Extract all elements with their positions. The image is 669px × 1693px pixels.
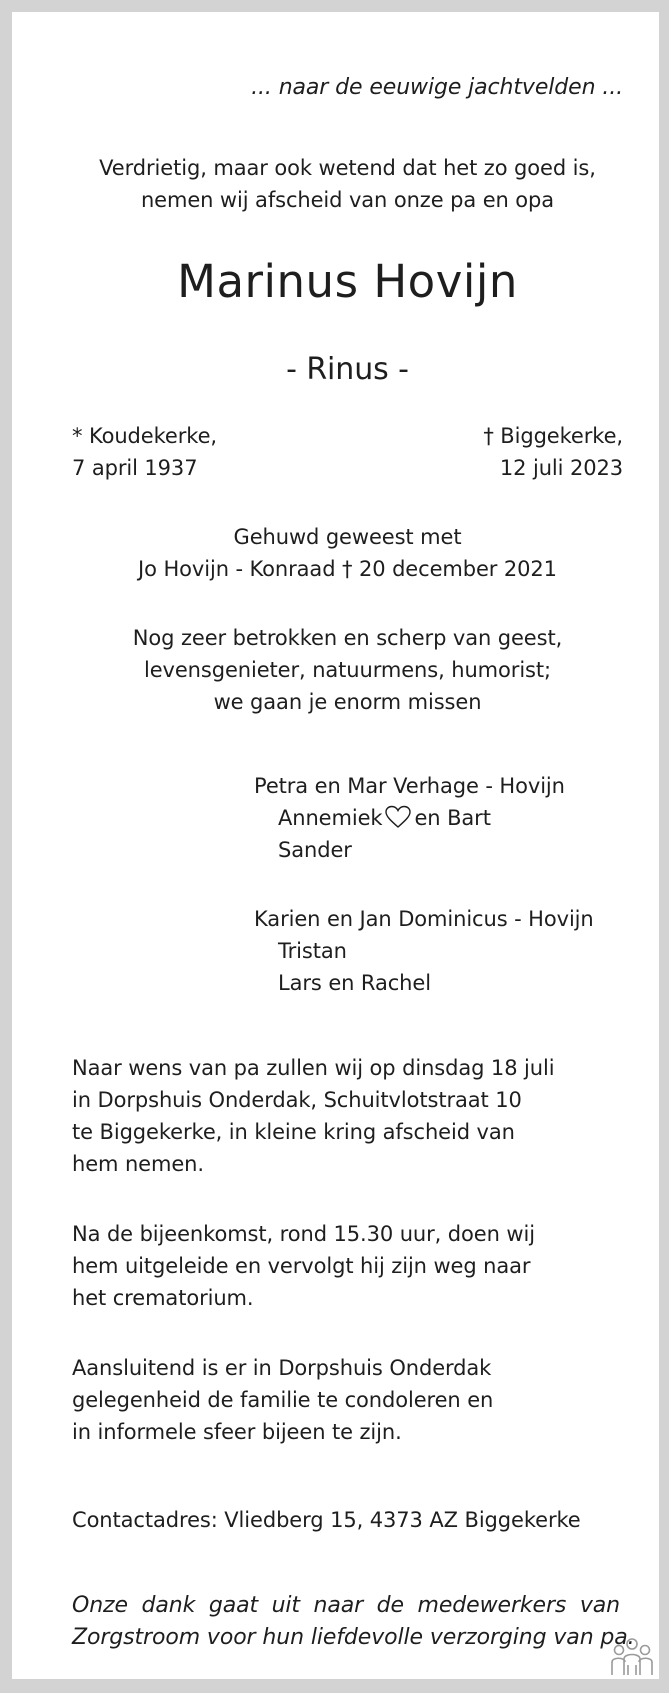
people-group-logo-icon: [609, 1637, 655, 1681]
thanks-line-1: Onze dank gaat uit naar de medewerkers van: [72, 1593, 620, 1618]
ceremony-line: Na de bijeenkomst, rond 15.30 uur, doen wij: [72, 1222, 535, 1246]
birth-place: * Koudekerke,: [72, 424, 217, 448]
family-parents-2: Karien en Jan Dominicus - Hovijn: [254, 907, 594, 931]
death-date: 12 juli 2023: [499, 456, 623, 480]
child-name: Tristan: [278, 939, 347, 963]
condolence-line: gelegenheid de familie te condoleren en: [72, 1388, 494, 1412]
thanks-line-2: Zorgstroom voor hun liefdevolle verzorging van pa.: [72, 1625, 635, 1650]
tribute-line-3: we gaan je enorm missen: [213, 690, 482, 714]
tribute-line-1: Nog zeer betrokken en scherp van geest,: [132, 626, 563, 650]
family-child-row: [278, 834, 352, 866]
spouse-line-2: Jo Hovijn - Konraad † 20 december 2021: [138, 557, 557, 581]
ceremony-line: hem uitgeleide en vervolgt hij zijn weg naar: [72, 1254, 531, 1278]
child-name: Annemiek: [278, 806, 383, 830]
family-parents-1: Petra en Mar Verhage - Hovijn: [254, 774, 565, 798]
child-name: Lars en Rachel: [278, 971, 431, 995]
notice-content: [24, 24, 669, 1691]
child-partner: en Bart: [414, 806, 491, 830]
heart-outline-icon: [384, 805, 412, 838]
motto: ... naar de eeuwige jachtvelden ...: [251, 75, 623, 100]
farewell-line: in Dorpshuis Onderdak, Schuitvlotstraat 10: [72, 1088, 522, 1112]
birth-date: 7 april 1937: [72, 456, 198, 480]
farewell-line: Naar wens van pa zullen wij op dinsdag 18 juli: [72, 1056, 555, 1080]
intro-line-2: nemen wij afscheid van onze pa en opa: [140, 188, 555, 212]
intro-line-1: Verdrietig, maar ook wetend dat het zo goed is,: [99, 156, 596, 180]
contact-address: Contactadres: Vliedberg 15, 4373 AZ Biggekerke: [72, 1508, 581, 1532]
tribute-line-2: levensgenieter, natuurmens, humorist;: [143, 658, 552, 682]
death-place: † Biggekerke,: [483, 424, 623, 448]
spouse-line-1: Gehuwd geweest met: [233, 525, 462, 549]
condolence-line: in informele sfeer bijeen te zijn.: [72, 1420, 402, 1444]
farewell-line: te Biggekerke, in kleine kring afscheid van: [72, 1120, 515, 1144]
family-child-row: [278, 967, 431, 999]
family-child-row: [278, 935, 347, 967]
deceased-nickname: - Rinus -: [286, 352, 409, 387]
child-name: Sander: [278, 838, 352, 862]
condolence-line: Aansluitend is er in Dorpshuis Onderdak: [72, 1356, 492, 1380]
ceremony-line: het crematorium.: [72, 1286, 254, 1310]
farewell-line: hem nemen.: [72, 1152, 204, 1176]
family-child-row: [278, 802, 491, 838]
deceased-name: Marinus Hovijn: [177, 255, 518, 308]
